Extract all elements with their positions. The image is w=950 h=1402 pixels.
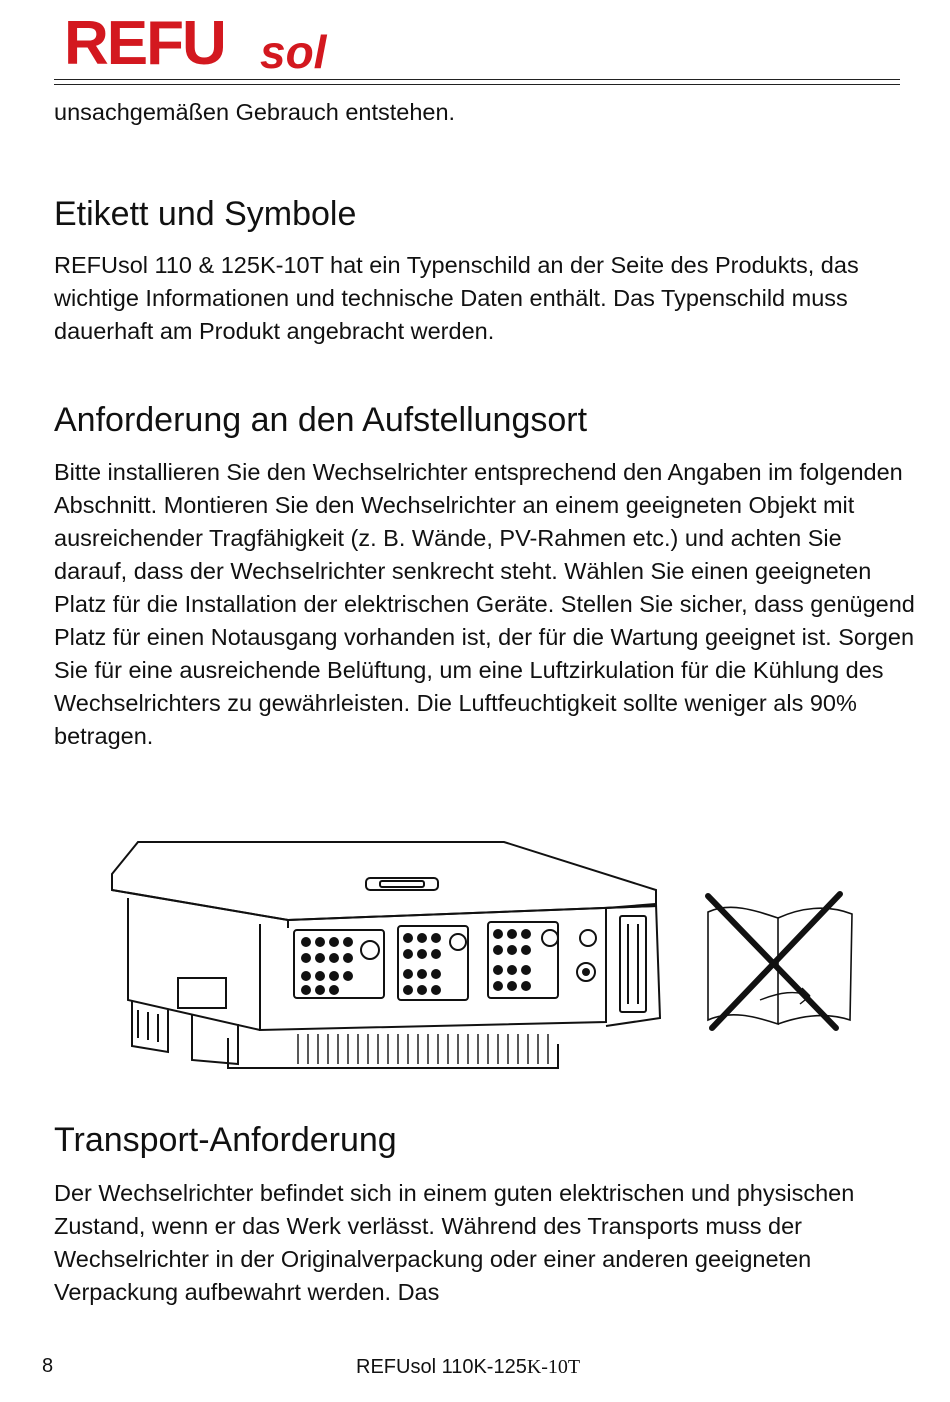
footer-title-part-b: K-10T xyxy=(526,1356,581,1378)
continuation-text: unsachgemäßen Gebrauch entstehen. xyxy=(54,99,456,125)
logo-main-text: REFU xyxy=(64,9,225,78)
no-manual-icon xyxy=(700,888,862,1036)
inverter-illustration xyxy=(108,838,668,1070)
refusol-logo xyxy=(64,8,364,80)
heading-aufstellungsort: Anforderung an den Aufstellungsort xyxy=(54,401,588,439)
logo-sub-text: sol xyxy=(260,26,327,78)
footer-title-part-a: REFUsol 110K-125 xyxy=(356,1356,527,1378)
paragraph-etikett: REFUsol 110 & 125K-10T hat ein Typenschild an der Seite des Produkts, das wichtige Informationen und technische Daten enthält. Das Typenschild muss dauerhaft am Produkt angebracht werden. xyxy=(54,252,859,344)
footer-title xyxy=(356,1356,580,1379)
heading-etikett: Etikett und Symbole xyxy=(54,195,357,233)
header-rule-bottom xyxy=(54,84,900,85)
header-rule-top xyxy=(54,79,900,80)
paragraph-aufstellungsort: Bitte installieren Sie den Wechselrichter entsprechend den Angaben im folgenden Abschnitt. Montieren Sie den Wechselrichter an einem geeigneten Objekt mit ausreichender Tragfähigkeit (z. B. Wände, PV-Rahmen etc.) und achten Sie darauf, dass der Wechselrichter senkrecht steht. Wählen Sie einen geeigneten Platz für die Installation der elektrischen Geräte. Stellen Sie sicher, dass genügend Platz für einen Notausgang vorhanden ist, der für die Wartung geeignet ist. Sorgen Sie für eine ausreichende Belüftung, um eine Luftzirkulation für die Kühlung des Wechselrichters zu gewährleisten. Die Luftfeuchtigkeit sollte weniger als 90% betragen. xyxy=(54,459,915,749)
heading-transport: Transport-Anforderung xyxy=(54,1121,397,1159)
page-number: 8 xyxy=(42,1355,54,1377)
paragraph-transport: Der Wechselrichter befindet sich in einem guten elektrischen und physischen Zustand, wenn er das Werk verlässt. Während des Transports muss der Wechselrichter in der Originalverpackung oder einer anderen geeigneten Verpackung aufbewahrt werden. Das xyxy=(54,1180,855,1305)
